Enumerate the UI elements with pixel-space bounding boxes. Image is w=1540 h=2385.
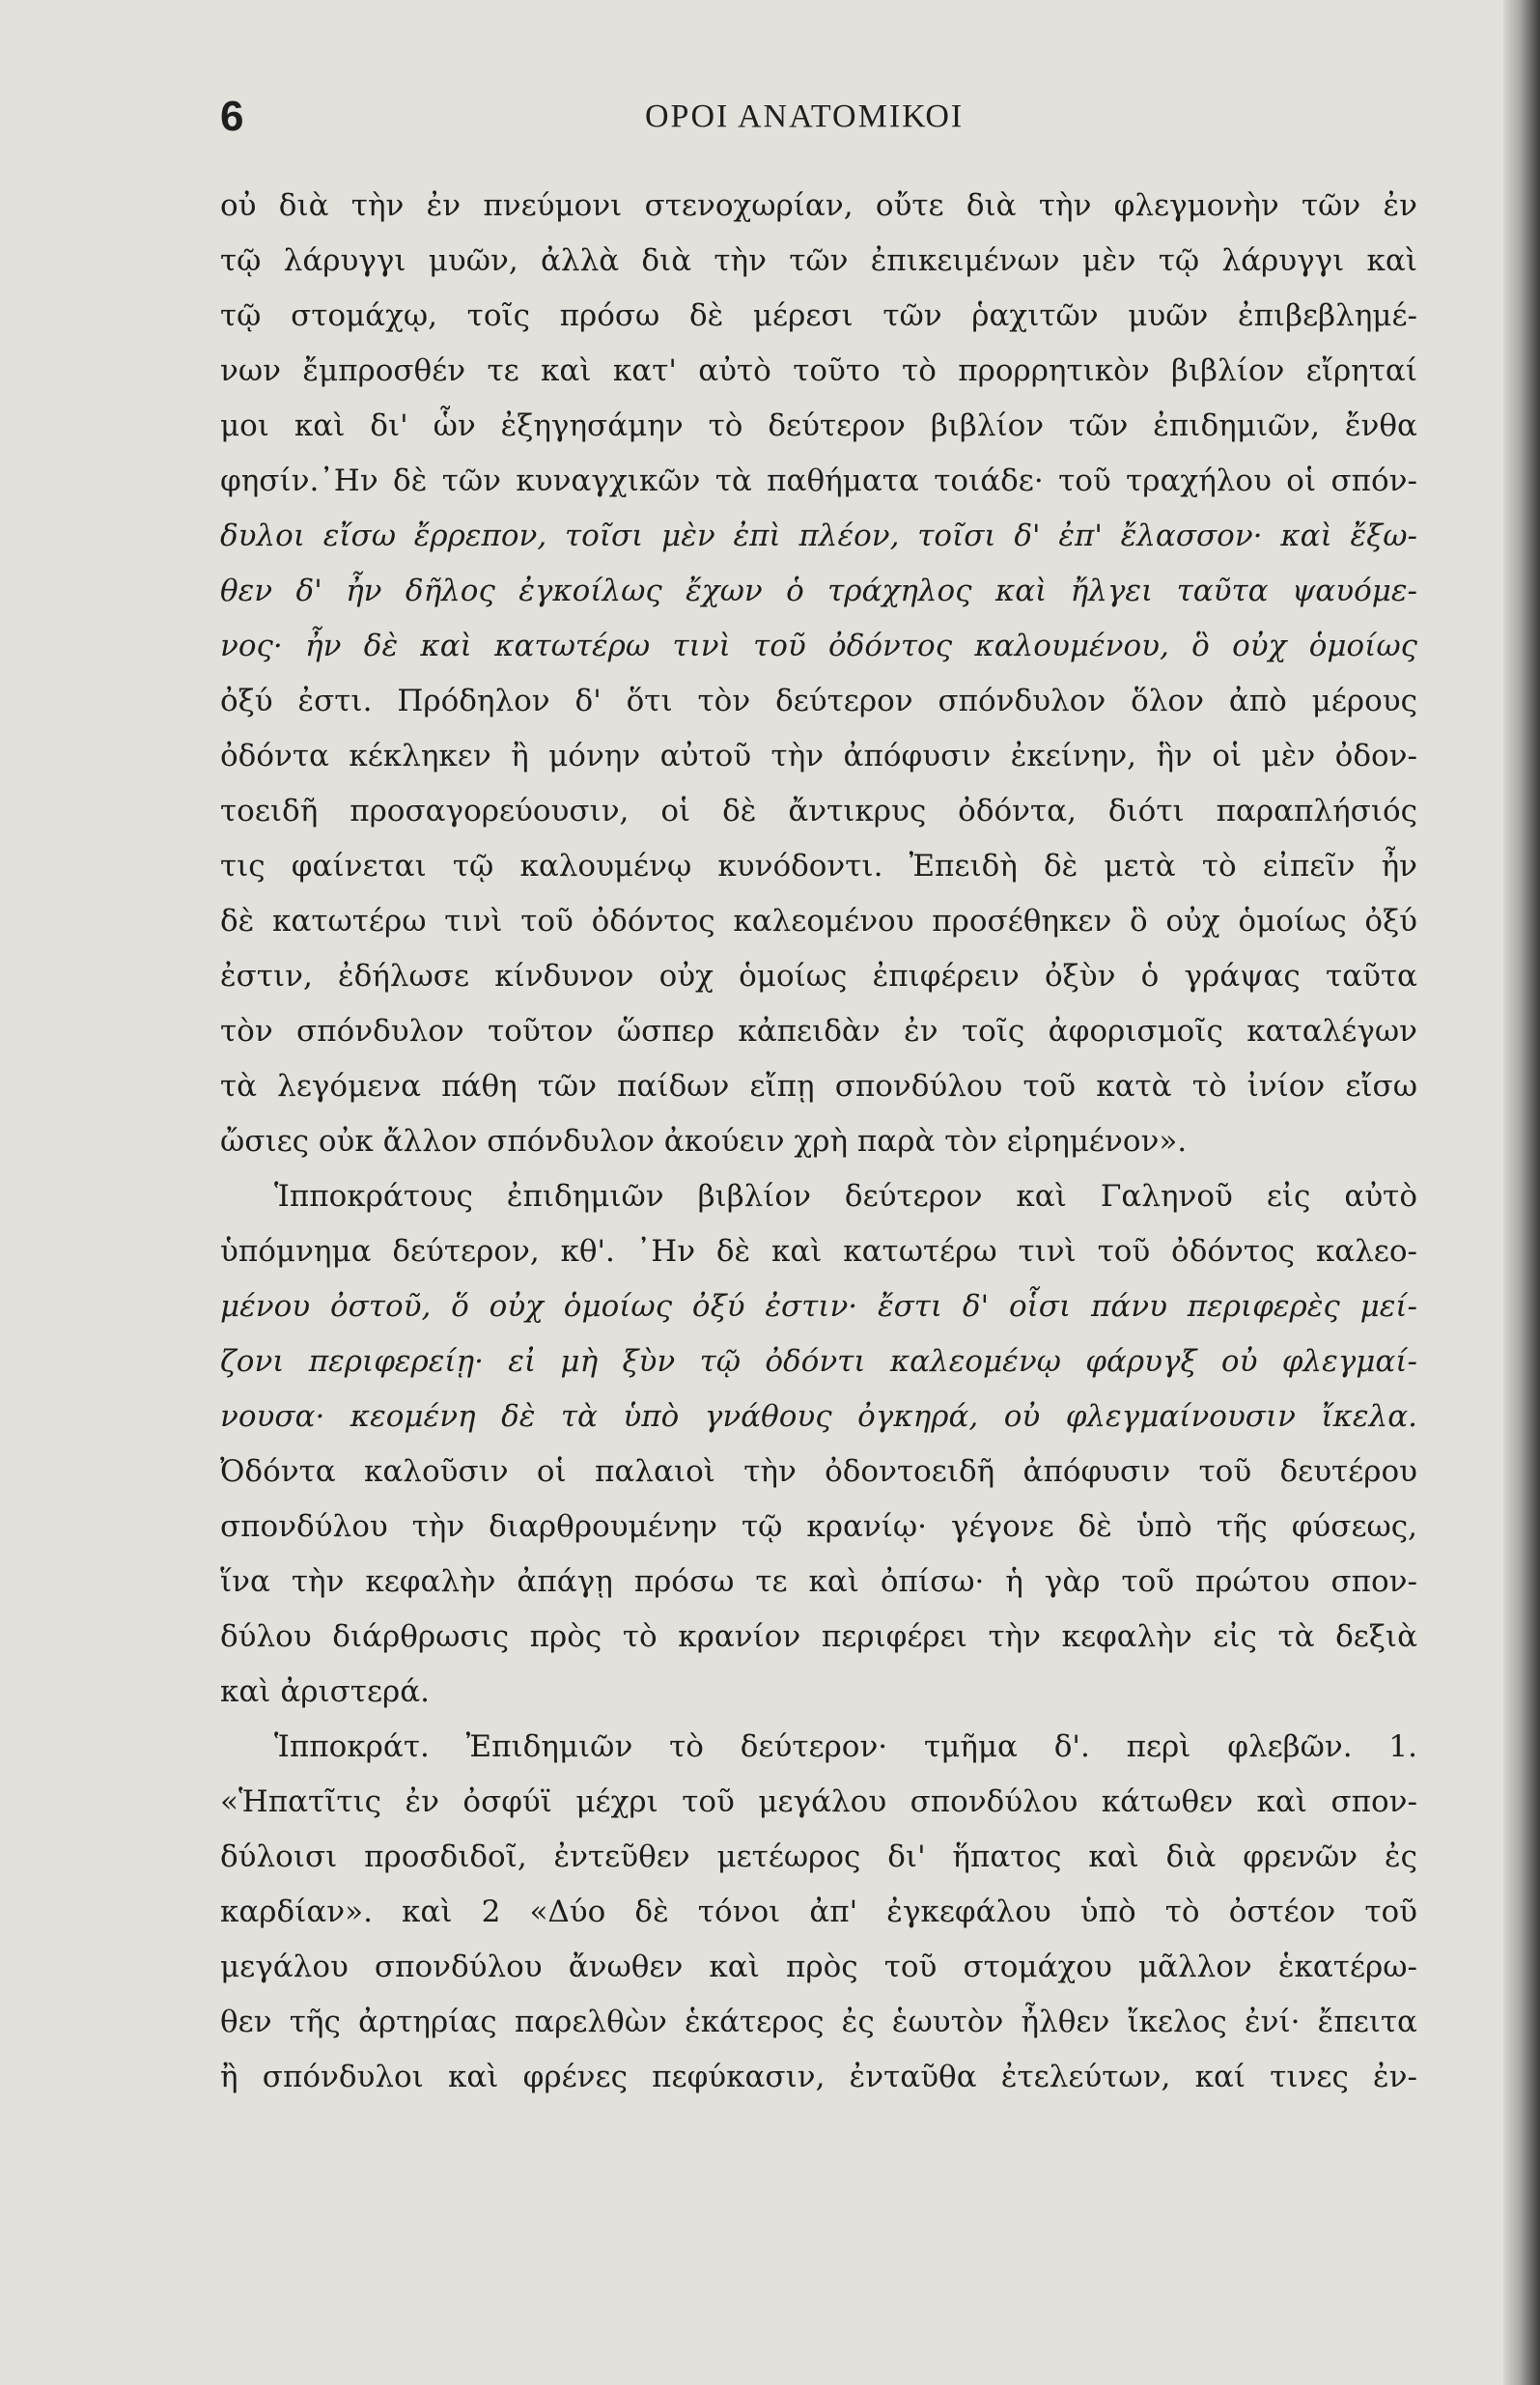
text-line: καὶ ἀριστερά. — [220, 1674, 431, 1709]
text-line: ἐστιν, ἐδήλωσε κίνδυνον οὐχ ὁμοίως ἐπιφέρειν ὀξὺν ὁ γράψας ταῦτα — [220, 959, 1417, 994]
text-line: δύλου διάρθρωσις πρὸς τὸ κρανίον περιφέρει τὴν κεφαλὴν εἰς τὰ δεξιὰ — [220, 1619, 1417, 1654]
text-line: ὑπόμνημα δεύτερον, κθ'. ᾽Ην δὲ καὶ κατωτέρω τινὶ τοῦ ὀδόντος καλεο- — [220, 1234, 1417, 1269]
text-line: νουσα· κεομένη δὲ τὰ ὑπὸ γνάθους ὀγκηρά, οὐ φλεγμαίνουσιν ἴκελα. — [220, 1399, 1417, 1434]
text-line: Ἱπποκράτ. Ἐπιδημιῶν τὸ δεύτερον· τμῆμα δ'. περὶ φλεβῶν. 1. — [274, 1729, 1417, 1764]
page-gutter-shadow — [1503, 0, 1540, 2385]
text-line: νων ἔμπροσθέν τε καὶ κατ' αὐτὸ τοῦτο τὸ προρρητικὸν βιβλίον εἴρηταί — [220, 353, 1417, 388]
text-line: θεν δ' ἦν δῆλος ἐγκοίλως ἔχων ὁ τράχηλος καὶ ἤλγει ταῦτα ψαυόμε- — [220, 574, 1417, 608]
text-line: Ὀδόντα καλοῦσιν οἱ παλαιοὶ τὴν ὀδοντοειδῆ ἀπόφυσιν τοῦ δευτέρου — [220, 1454, 1417, 1489]
text-line: ὀδόντα κέκληκεν ἢ μόνην αὐτοῦ τὴν ἀπόφυσιν ἐκείνην, ἣν οἱ μὲν ὀδον- — [220, 739, 1417, 773]
text-line: σπονδύλου τὴν διαρθρουμένην τῷ κρανίῳ· γέγονε δὲ ὑπὸ τῆς φύσεως, — [220, 1509, 1417, 1544]
text-line: τὰ λεγόμενα πάθη τῶν παίδων εἴπῃ σπονδύλου τοῦ κατὰ τὸ ἰνίον εἴσω — [220, 1069, 1417, 1104]
text-line: θεν τῆς ἀρτηρίας παρελθὼν ἑκάτερος ἐς ἑωυτὸν ἦλθεν ἴκελος ἐνί· ἔπειτα — [220, 2005, 1417, 2039]
text-line: μεγάλου σπονδύλου ἄνωθεν καὶ πρὸς τοῦ στομάχου μᾶλλον ἑκατέρω- — [220, 1950, 1417, 1984]
text-line: ζονι περιφερείῃ· εἰ μὴ ξὺν τῷ ὀδόντι καλεομένῳ φάρυγξ οὐ φλεγμαί- — [220, 1344, 1417, 1379]
text-line: μένου ὀστοῦ, ὅ οὐχ ὁμοίως ὀξύ ἐστιν· ἔστι δ' οἷσι πάνυ περιφερὲς μεί- — [220, 1289, 1417, 1324]
text-line: Ἱπποκράτους ἐπιδημιῶν βιβλίον δεύτερον καὶ Γαληνοῦ εἰς αὐτὸ — [274, 1179, 1417, 1214]
text-line: ὤσιες οὐκ ἄλλον σπόνδυλον ἀκούειν χρὴ παρὰ τὸν εἰρημένον». — [220, 1124, 1188, 1159]
text-line: δὲ κατωτέρω τινὶ τοῦ ὀδόντος καλεομένου προσέθηκεν ὃ οὐχ ὁμοίως ὀξύ — [220, 904, 1417, 939]
text-line: τῷ στομάχῳ, τοῖς πρόσω δὲ μέρεσι τῶν ῥαχιτῶν μυῶν ἐπιβεβλημέ- — [220, 298, 1417, 333]
text-line: οὐ διὰ τὴν ἐν πνεύμονι στενοχωρίαν, οὔτε διὰ τὴν φλεγμονὴν τῶν ἐν — [220, 188, 1417, 223]
text-line: τὸν σπόνδυλον τοῦτον ὥσπερ κἀπειδὰν ἐν τοῖς ἀφορισμοῖς καταλέγων — [220, 1014, 1417, 1049]
page-number: 6 — [220, 93, 244, 140]
text-line: τοειδῆ προσαγορεύουσιν, οἱ δὲ ἄντικρυς ὀδόντα, διότι παραπλήσιός — [220, 794, 1417, 828]
text-line: δύλοισι προσδιδοῖ, ἐντεῦθεν μετέωρος δι' ἥπατος καὶ διὰ φρενῶν ἐς — [220, 1839, 1417, 1874]
text-line: ἢ σπόνδυλοι καὶ φρένες πεφύκασιν, ἐνταῦθα ἐτελεύτων, καί τινες ἐν- — [220, 2060, 1417, 2094]
text-line: τις φαίνεται τῷ καλουμένῳ κυνόδοντι. Ἐπειδὴ δὲ μετὰ τὸ εἰπεῖν ἦν — [220, 849, 1417, 884]
text-line: δυλοι εἴσω ἔρρεπον, τοῖσι μὲν ἐπὶ πλέον, τοῖσι δ' ἐπ' ἔλασσον· καὶ ἔξω- — [220, 519, 1417, 553]
text-line: μοι καὶ δι' ὧν ἐξηγησάμην τὸ δεύτερον βιβλίον τῶν ἐπιδημιῶν, ἔνθα — [220, 408, 1417, 443]
text-line: καρδίαν». καὶ 2 «Δύο δὲ τόνοι ἀπ' ἐγκεφάλου ὑπὸ τὸ ὀστέον τοῦ — [220, 1894, 1417, 1929]
text-line: νος· ἦν δὲ καὶ κατωτέρω τινὶ τοῦ ὀδόντος καλουμένου, ὃ οὐχ ὁμοίως — [220, 629, 1417, 663]
text-line: φησίν.᾽Ην δὲ τῶν κυναγχικῶν τὰ παθήματα τοιάδε· τοῦ τραχήλου οἱ σπόν- — [220, 463, 1417, 498]
text-line: τῷ λάρυγγι μυῶν, ἀλλὰ διὰ τὴν τῶν ἐπικειμένων μὲν τῷ λάρυγγι καὶ — [220, 243, 1417, 278]
text-line: «Ἡπατῖτις ἐν ὀσφύϊ μέχρι τοῦ μεγάλου σπονδύλου κάτωθεν καὶ σπον- — [220, 1784, 1417, 1819]
body-text — [220, 179, 1417, 2105]
text-line: ὀξύ ἐστι. Πρόδηλον δ' ὅτι τὸν δεύτερον σπόνδυλον ὅλον ἀπὸ μέρους — [220, 684, 1417, 718]
page-header — [220, 93, 1417, 141]
text-line: ἵνα τὴν κεφαλὴν ἀπάγῃ πρόσω τε καὶ ὀπίσω· ἡ γὰρ τοῦ πρώτου σπον- — [220, 1564, 1417, 1599]
running-title: ΟΡΟΙ ΑΝΑΤΟΜΙΚΟΙ — [645, 98, 965, 134]
